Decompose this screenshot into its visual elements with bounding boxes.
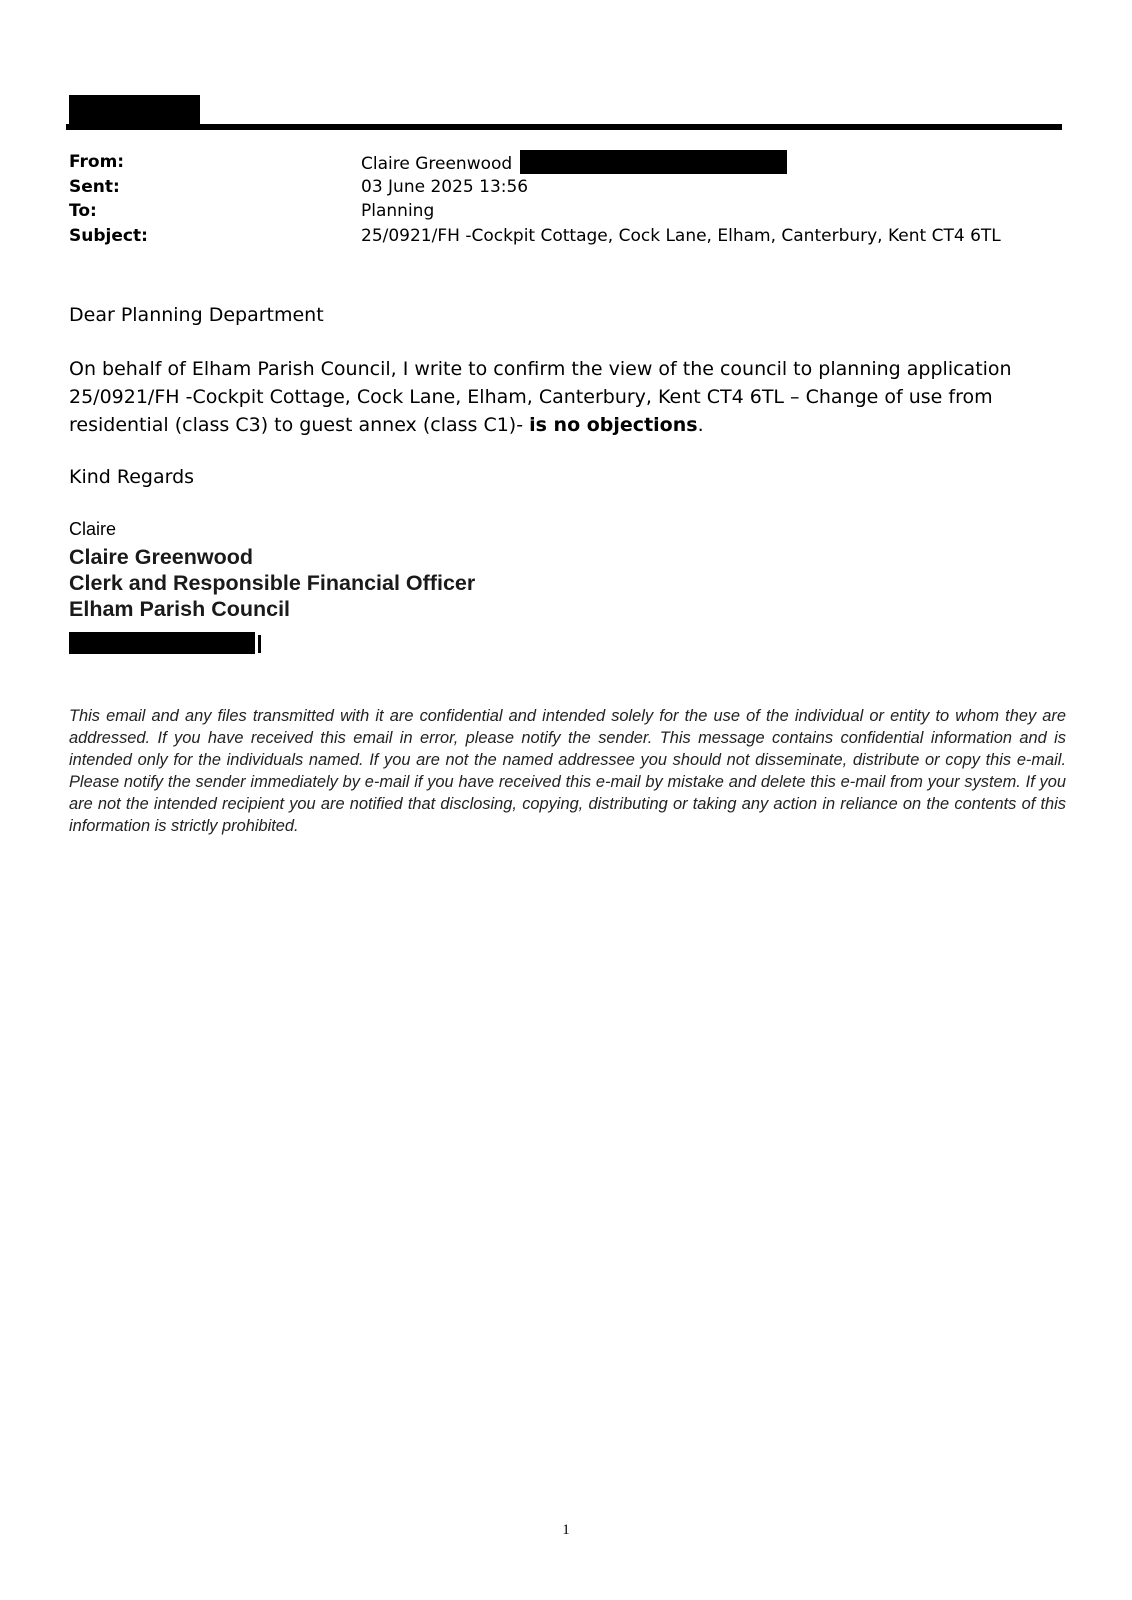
from-name: Claire Greenwood bbox=[361, 154, 513, 174]
sent-label: Sent: bbox=[69, 176, 120, 197]
redaction-signature-contact bbox=[69, 632, 255, 654]
paragraph-line-3 bbox=[69, 411, 1069, 439]
paragraph-line-3-start: residential (class C3) to guest annex (class C1)- bbox=[69, 414, 530, 436]
to-label: To: bbox=[69, 201, 97, 221]
from-value bbox=[361, 150, 787, 177]
paragraph-line-3-end: . bbox=[697, 414, 704, 436]
subject-label: Subject: bbox=[69, 225, 148, 246]
sent-value: 03 June 2025 13:56 bbox=[361, 176, 529, 197]
signature-role: Clerk and Responsible Financial Officer bbox=[69, 571, 476, 595]
closing: Kind Regards bbox=[69, 466, 195, 488]
to-value: Planning bbox=[361, 201, 435, 221]
paragraph-line-1: On behalf of Elham Parish Council, I write to confirm the view of the council to planning application bbox=[69, 358, 1012, 380]
signature-block bbox=[69, 544, 475, 622]
from-label: From: bbox=[69, 152, 125, 172]
greeting: Dear Planning Department bbox=[69, 304, 324, 326]
signature-organisation: Elham Parish Council bbox=[69, 597, 291, 621]
body-paragraph bbox=[69, 355, 1069, 439]
subject-value: 25/0921/FH -Cockpit Cottage, Cock Lane, Elham, Canterbury, Kent CT4 6TL bbox=[361, 225, 1001, 246]
redaction-from-email bbox=[520, 150, 787, 174]
paragraph-line-2: 25/0921/FH -Cockpit Cottage, Cock Lane, Elham, Canterbury, Kent CT4 6TL – Change of use from bbox=[69, 386, 993, 408]
signature-name: Claire Greenwood bbox=[69, 545, 253, 569]
signature-first-name: Claire bbox=[69, 519, 117, 539]
redaction-header-block bbox=[69, 95, 200, 125]
redaction-signature-tick bbox=[258, 635, 261, 653]
confidentiality-disclaimer: This email and any files transmitted with it are confidential and intended solely for the use of the individual or entity to whom they are addressed. If you have received this email in error, please notify the sender. This message contains confidential information and is intended only for the individuals named. If you are not the named addressee you should not disseminate, distribute or copy this e-mail. Please notify the sender immediately by e-mail if you have received this e-mail by mistake and delete this e-mail from your system. If you are not the intended recipient you are notified that disclosing, copying, distributing or taking any action in reliance on the contents of this information is strictly prohibited. bbox=[69, 707, 1066, 835]
page-number: 1 bbox=[562, 1522, 570, 1538]
decision-text: is no objections bbox=[529, 414, 698, 436]
header-rule bbox=[66, 124, 1062, 130]
